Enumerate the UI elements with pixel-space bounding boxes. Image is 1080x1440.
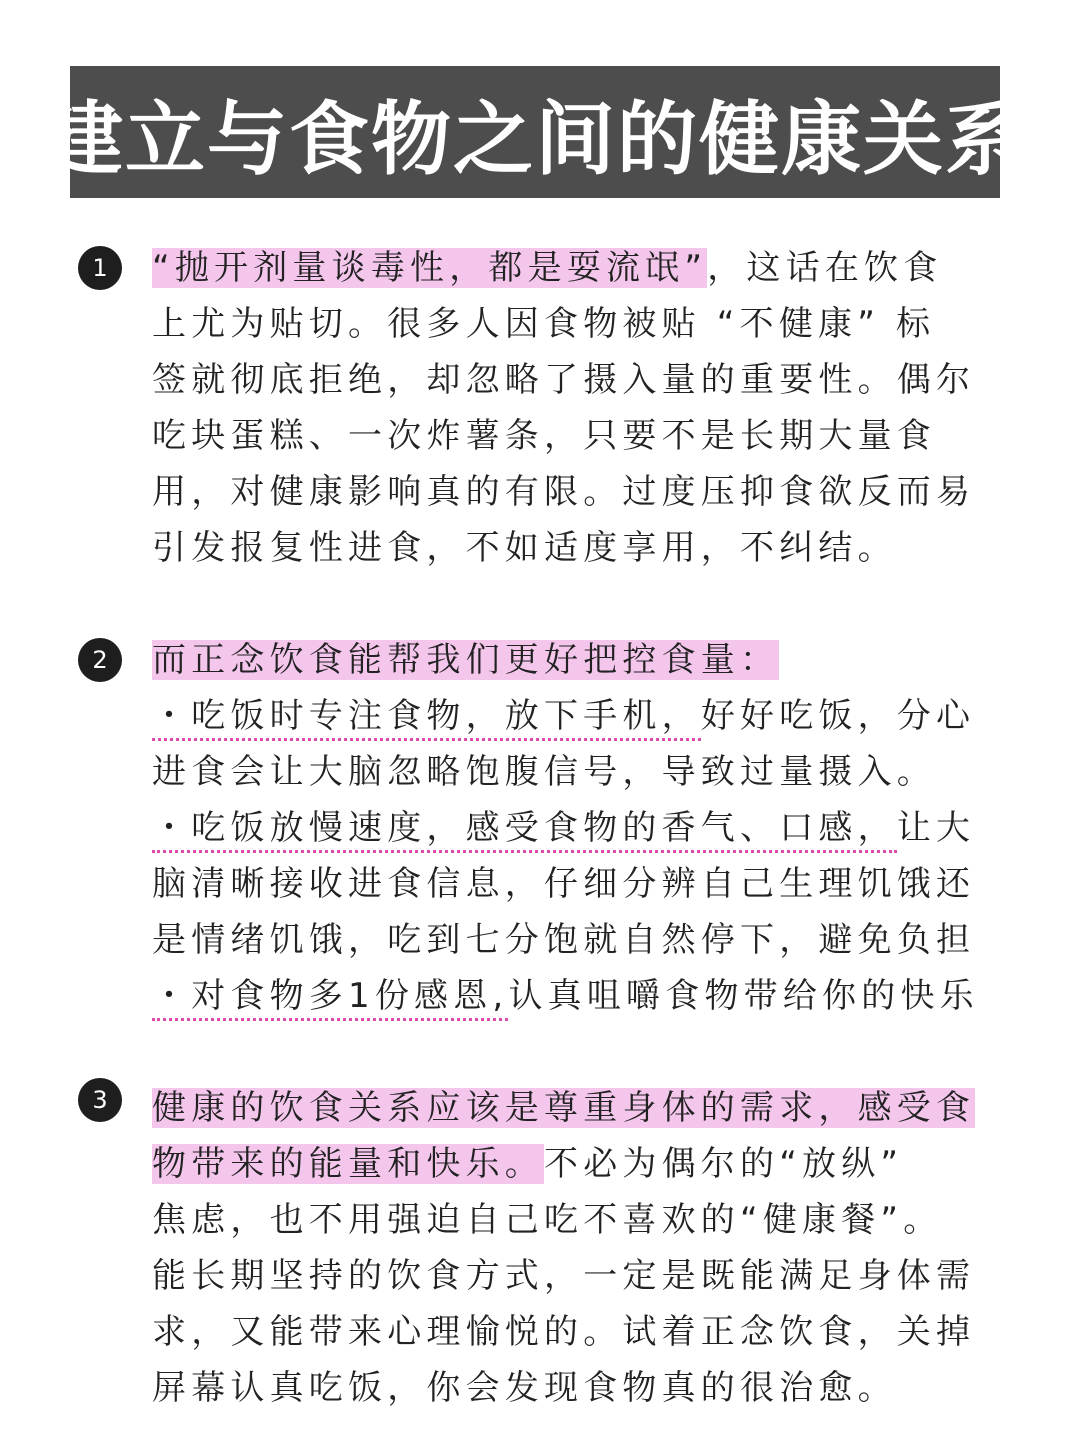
section-2-line-2 <box>152 688 1002 744</box>
section-1-line-6: 引发报复性进食，不如适度享用，不纠结。 <box>152 528 897 568</box>
section-1-line-2: 上尤为贴切。很多人因食物被贴 “不健康” 标 <box>152 304 936 344</box>
section-3-line-1 <box>152 1080 1002 1136</box>
section-1-line-5: 用，对健康影响真的有限。过度压抑食欲反而易 <box>152 472 976 512</box>
section-2-line-7 <box>152 968 1002 1024</box>
line-text: 好好吃饭，分心 <box>700 696 976 736</box>
highlighted-phrase: 健康的饮食关系应该是尊重身体的需求，感受食 <box>152 1088 976 1128</box>
section-1-line-1 <box>152 240 1002 296</box>
section-2-line-6: 是情绪饥饿，吃到七分饱就自然停下，避免负担 <box>152 920 976 960</box>
section-2-line-5: 脑清晰接收进食信息，仔细分辨自己生理饥饿还 <box>152 864 976 904</box>
section-number-badge: 2 <box>78 638 122 682</box>
section-1-line-4: 吃块蛋糕、一次炸薯条，只要不是长期大量食 <box>152 416 936 456</box>
highlighted-phrase: 而正念饮食能帮我们更好把控食量： <box>152 640 780 680</box>
section-3-line-3: 焦虑，也不用强迫自己吃不喜欢的“健康餐”。 <box>152 1200 943 1240</box>
section-3-line-4: 能长期坚持的饮食方式，一定是既能满足身体需 <box>152 1256 976 1296</box>
section-number-badge: 1 <box>78 246 122 290</box>
section-2-line-3: 进食会让大脑忽略饱腹信号，导致过量摄入。 <box>152 752 936 792</box>
section-1-line-3: 签就彻底拒绝，却忽略了摄入量的重要性。偶尔 <box>152 360 976 400</box>
section-2-line-4 <box>152 800 1002 856</box>
section-3-line-5: 求，又能带来心理愉悦的。试着正念饮食，关掉 <box>152 1312 976 1352</box>
line-text: ，这话在饮食 <box>707 248 943 288</box>
line-text: 不必为偶尔的“放纵” <box>544 1144 904 1184</box>
underlined-phrase: ・吃饭放慢速度，感受食物的香气、口感， <box>152 808 897 853</box>
section-2-line-1 <box>152 632 1002 688</box>
title-banner <box>43 66 1027 198</box>
line-text: 让大 <box>896 808 976 848</box>
highlighted-phrase: 物带来的能量和快乐。 <box>152 1144 544 1184</box>
section-3-line-6: 屏幕认真吃饭，你会发现食物真的很治愈。 <box>152 1368 897 1408</box>
section-number-badge: 3 <box>78 1078 122 1122</box>
underlined-phrase: ・对食物多1份感恩, <box>152 976 508 1021</box>
line-text: 认真咀嚼食物带给你的快乐 <box>508 976 979 1016</box>
highlighted-phrase: “抛开剂量谈毒性，都是耍流氓” <box>152 248 708 288</box>
underlined-phrase: ・吃饭时专注食物，放下手机， <box>152 696 701 741</box>
section-3-line-2 <box>152 1136 1002 1192</box>
page-title: 建立与食物之间的健康关系 <box>43 92 1027 186</box>
